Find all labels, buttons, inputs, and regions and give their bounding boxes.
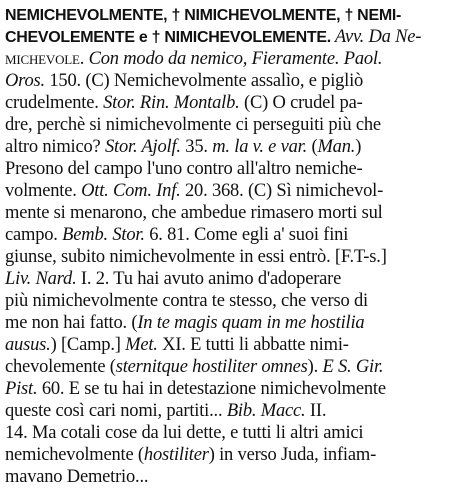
entry-text: (: [307, 137, 318, 157]
entry-line: [5, 290, 368, 312]
entry-line: [5, 224, 348, 246]
entry-text: ): [355, 137, 362, 157]
entry-text: mente si menarono, che ambedue rimasero morti sul: [5, 203, 383, 223]
entry-line: [5, 334, 349, 356]
citation-text: Stor. Rin. Montalb.: [103, 93, 240, 113]
entry-text: altro nimico?: [5, 137, 105, 157]
entry-text: me non hai fatto. (: [5, 313, 138, 333]
latin-text: sternitque hostiliter omnes: [115, 357, 308, 377]
citation-text: Bemb. Stor.: [62, 225, 145, 245]
entry-text: ).: [307, 357, 323, 377]
entry-text: 20. 368. (C) Sì nimichevol-: [180, 181, 384, 201]
entry-text: 150. (C) Nemichevolmente assalìo, e pigliò: [44, 71, 364, 91]
entry-text: 35.: [180, 137, 213, 157]
entry-text: I. 2. Tu hai avuto animo d'adoperare: [76, 269, 342, 289]
entry-line: [5, 378, 386, 400]
entry-text: II.: [305, 401, 327, 421]
headword-text: CHEVOLEMENTE e † NIMICHEVOLEMENTE.: [5, 29, 331, 46]
dictionary-entry: [5, 4, 465, 487]
entry-text: chevolemente (: [5, 357, 116, 377]
entry-text: (C) O crudel pa-: [239, 93, 363, 113]
entry-text: Avv. Da Ne-: [330, 27, 422, 47]
entry-text: giunse, subito nimichevolmente in essi entrò. [F.T-s.]: [5, 247, 387, 267]
citation-text: Liv. Nard.: [5, 269, 77, 289]
entry-text: queste così cari nomi, partiti...: [5, 401, 227, 421]
citation-text: Stor. Ajolf.: [104, 137, 181, 157]
entry-text: più nimichevolmente contra te stesso, che verso di: [5, 291, 368, 311]
citation-text: m. la v. e var.: [212, 137, 308, 157]
entry-line: [5, 114, 381, 136]
entry-line: [5, 26, 421, 48]
entry-text: michevole.: [5, 49, 85, 69]
entry-line: [5, 48, 382, 70]
citation-text: Bib. Macc.: [226, 401, 306, 421]
entry-line: [5, 422, 363, 444]
citation-text: Pist.: [5, 379, 38, 399]
entry-line: [5, 268, 341, 290]
latin-text: ausus.: [5, 335, 51, 355]
entry-text: ) [Camp.]: [50, 335, 126, 355]
citation-text: Ott. Com. Inf.: [81, 181, 181, 201]
entry-text: 14. Ma cotali cose da lui dette, e tutti li altri amici: [5, 423, 364, 443]
citation-text: Oros.: [5, 71, 45, 91]
headword-text: NEMICHEVOLMENTE, † NIMICHEVOLMENTE, † NEMI-: [5, 7, 402, 24]
entry-text: XI. E tutti li abbatte nimi-: [157, 335, 349, 355]
entry-line: [5, 312, 364, 334]
entry-text: mavano Demetrio...: [5, 467, 149, 487]
citation-text: E S. Gir.: [322, 357, 384, 377]
entry-line: [5, 356, 383, 378]
entry-text: 60. E se tu hai in detestazione nimichevolmente: [37, 379, 386, 399]
entry-text: crudelmente.: [5, 93, 104, 113]
citation-text: Met.: [125, 335, 158, 355]
entry-line: [5, 136, 361, 158]
entry-line: [5, 400, 326, 422]
entry-text: campo.: [5, 225, 63, 245]
entry-line: [5, 444, 376, 466]
entry-line: [5, 4, 401, 26]
entry-text: Con modo da nemico, Fieramente. Paol.: [84, 49, 383, 69]
entry-text: nemichevolmente (: [5, 445, 144, 465]
entry-text: volmente.: [5, 181, 82, 201]
entry-text: ) in verso Juda, infiam-: [208, 445, 377, 465]
entry-line: [5, 466, 148, 488]
entry-text: Presono del campo l'uno contro all'altro nemiche-: [5, 159, 363, 179]
latin-text: In te magis quam in me hostilia: [137, 313, 365, 333]
latin-text: hostiliter: [143, 445, 209, 465]
entry-text: dre, perchè si nimichevolmente ci perseguiti più che: [5, 115, 381, 135]
entry-line: [5, 158, 363, 180]
entry-line: [5, 92, 363, 114]
entry-line: [5, 180, 383, 202]
entry-line: [5, 246, 387, 268]
entry-text: 6. 81. Come egli a' suoi fini: [144, 225, 349, 245]
entry-line: [5, 202, 383, 224]
entry-line: [5, 70, 363, 92]
citation-text: Man.: [317, 137, 356, 157]
